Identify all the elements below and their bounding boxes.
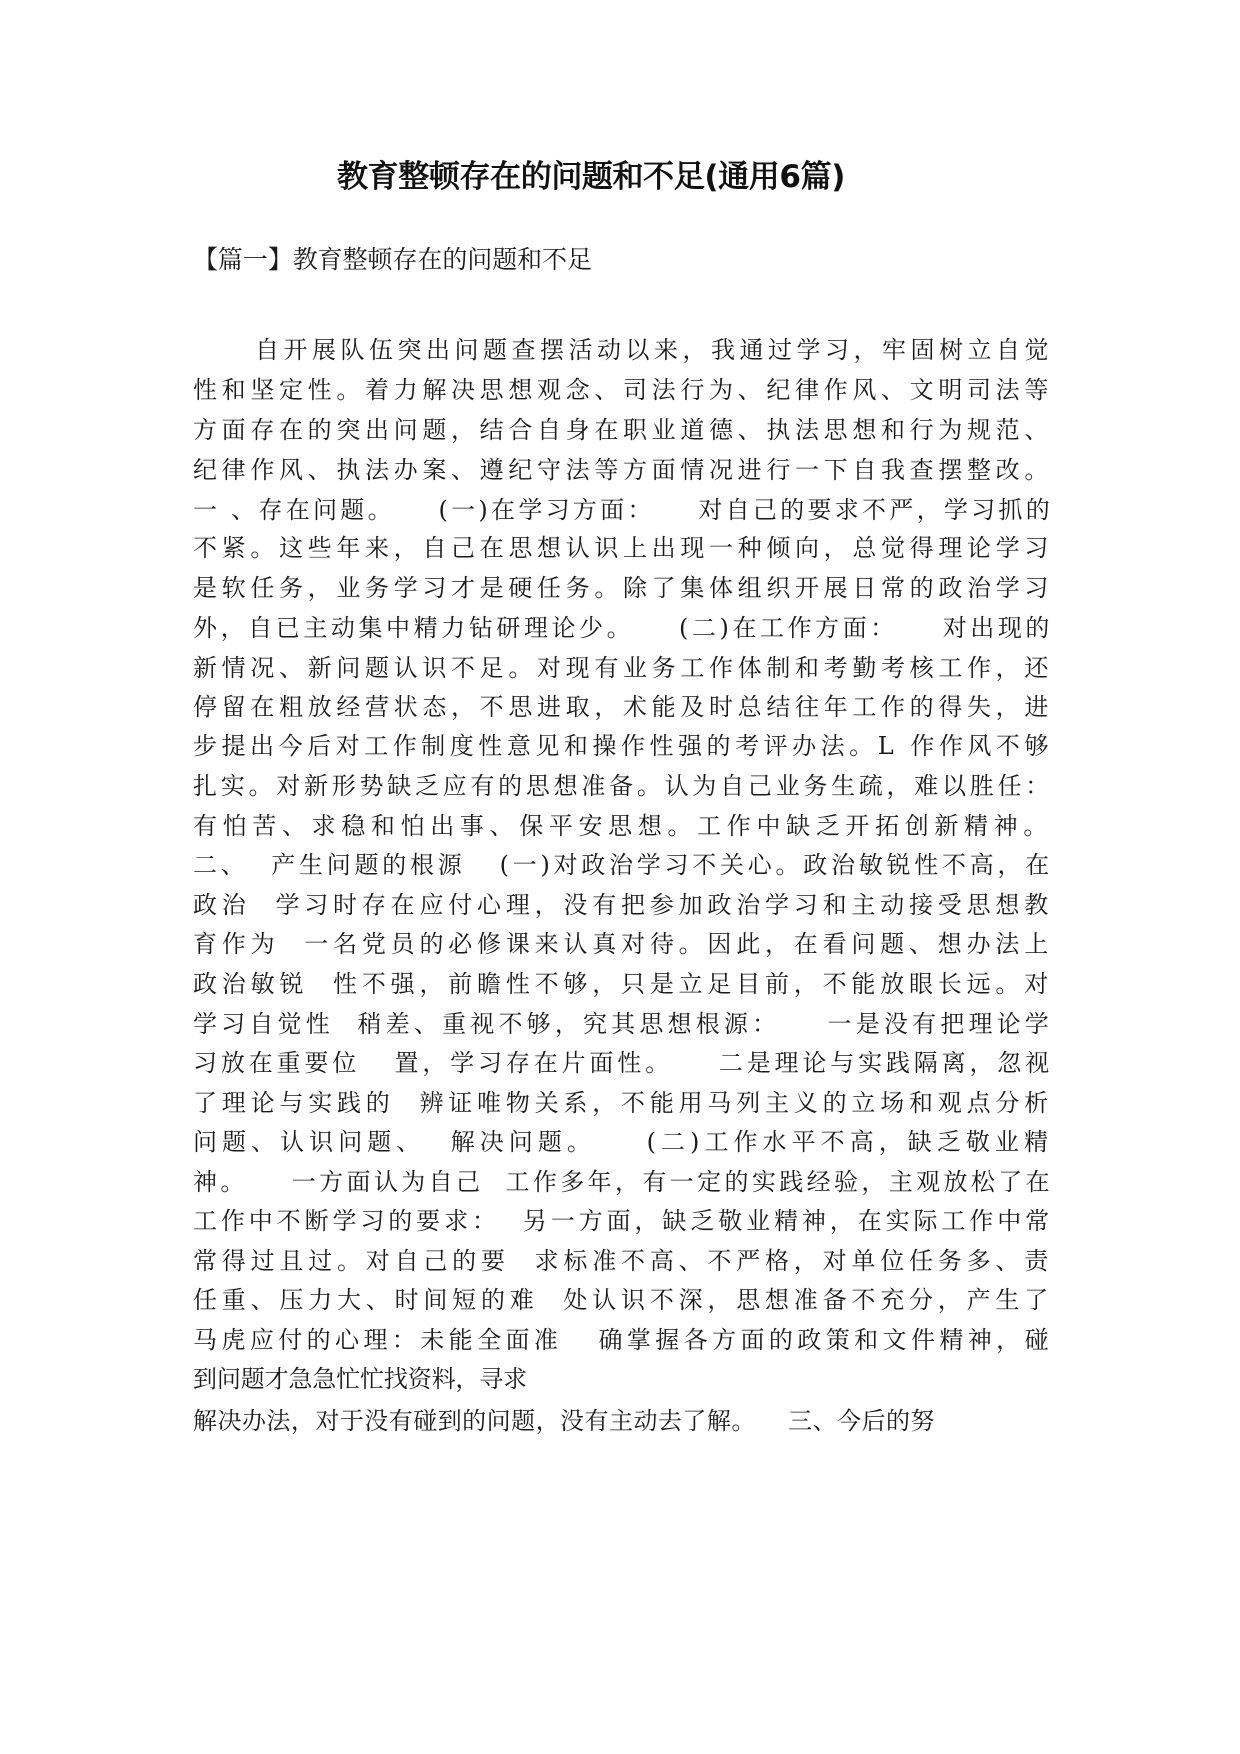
body-line: 停留在粗放经营状态，不思进取，术能及时总结往年工作的得失，进 (193, 693, 1053, 721)
body-line: 解决办法，对于没有碰到的问题，没有主动去了解。 三、今后的努 (193, 1407, 935, 1435)
body-line: 常得过且过。对自己的要 求标准不高、不严格，对单位任务多、责 (193, 1247, 1053, 1275)
body-line: 扎实。对新形势缺乏应有的思想准备。认为自己业务生疏，难以胜任： (193, 772, 1053, 800)
body-line: 步提出今后对工作制度性意见和操作性强的考评办法。L 作作风不够 (193, 732, 1053, 760)
body-line: 纪律作风、执法办案、遵纪守法等方面情况进行一下自我查摆整改。 (193, 456, 1053, 484)
body-line: 政治 学习时存在应付心理，没有把参加政治学习和主动接受思想教 (193, 891, 1053, 919)
body-line: 了理论与实践的 辨证唯物关系，不能用马列主义的立场和观点分析 (193, 1089, 1053, 1117)
body-line: 学习自觉性 稍差、重视不够，究其思想根源： 一是没有把理论学 (193, 1010, 1053, 1038)
section-heading: 【篇一】教育整顿存在的问题和不足 (193, 245, 592, 274)
body-line: 是软任务，业务学习才是硬任务。除了集体组织开展日常的政治学习 (193, 574, 1053, 602)
body-line: 任重、压力大、时间短的难 处认识不深，思想准备不充分，产生了 (193, 1286, 1053, 1314)
body-line: 不紧。这些年来，自己在思想认识上出现一种倾向，总觉得理论学习 (193, 534, 1053, 562)
body-line: 二、 产生问题的根源 (一)对政治学习不关心。政治敏锐性不高，在 (193, 851, 1053, 879)
body-line: 问题、认识问题、 解决问题。 (二)工作水平不高，缺乏敬业精 (193, 1128, 1053, 1156)
body-line: 新情况、新问题认识不足。对现有业务工作体制和考勤考核工作，还 (193, 654, 1053, 682)
body-line: 外，自已主动集中精力钻研理论少。 (二)在工作方面： 对出现的 (193, 614, 1053, 642)
body-line: 方面存在的突出问题，结合自身在职业道德、执法思想和行为规范、 (193, 416, 1053, 444)
body-line: 育作为 一名党员的必修课来认真对待。因此，在看问题、想办法上 (193, 930, 1053, 958)
document-title: 教育整顿存在的问题和不足(通用6篇) (337, 159, 845, 195)
body-line: 政治敏锐 性不强，前瞻性不够，只是立足目前，不能放眼长远。对 (193, 970, 1053, 998)
body-line: 到问题才急急忙忙找资料，寻求 (193, 1365, 527, 1393)
body-line: 马虎应付的心理：未能全面准 确掌握各方面的政策和文件精神，碰 (193, 1326, 1053, 1354)
body-line: 习放在重要位 置，学习存在片面性。 二是理论与实践隔离，忽视 (193, 1049, 1053, 1077)
body-line: 性和坚定性。着力解决思想观念、司法行为、纪律作风、文明司法等 (193, 376, 1053, 404)
body-line: 神。 一方面认为自己 工作多年，有一定的实践经验，主观放松了在 (193, 1168, 1053, 1196)
body-line: 有怕苦、求稳和怕出事、保平安思想。工作中缺乏开拓创新精神。 (193, 812, 1053, 840)
body-line: 工作中不断学习的要求： 另一方面，缺乏敬业精神，在实际工作中常 (193, 1207, 1053, 1235)
body-line: 自开展队伍突出问题查摆活动以来，我通过学习，牢固树立自觉 (255, 336, 1053, 364)
body-line: 一 、存在问题。 (一)在学习方面： 对自己的要求不严，学习抓的 (193, 496, 1053, 524)
